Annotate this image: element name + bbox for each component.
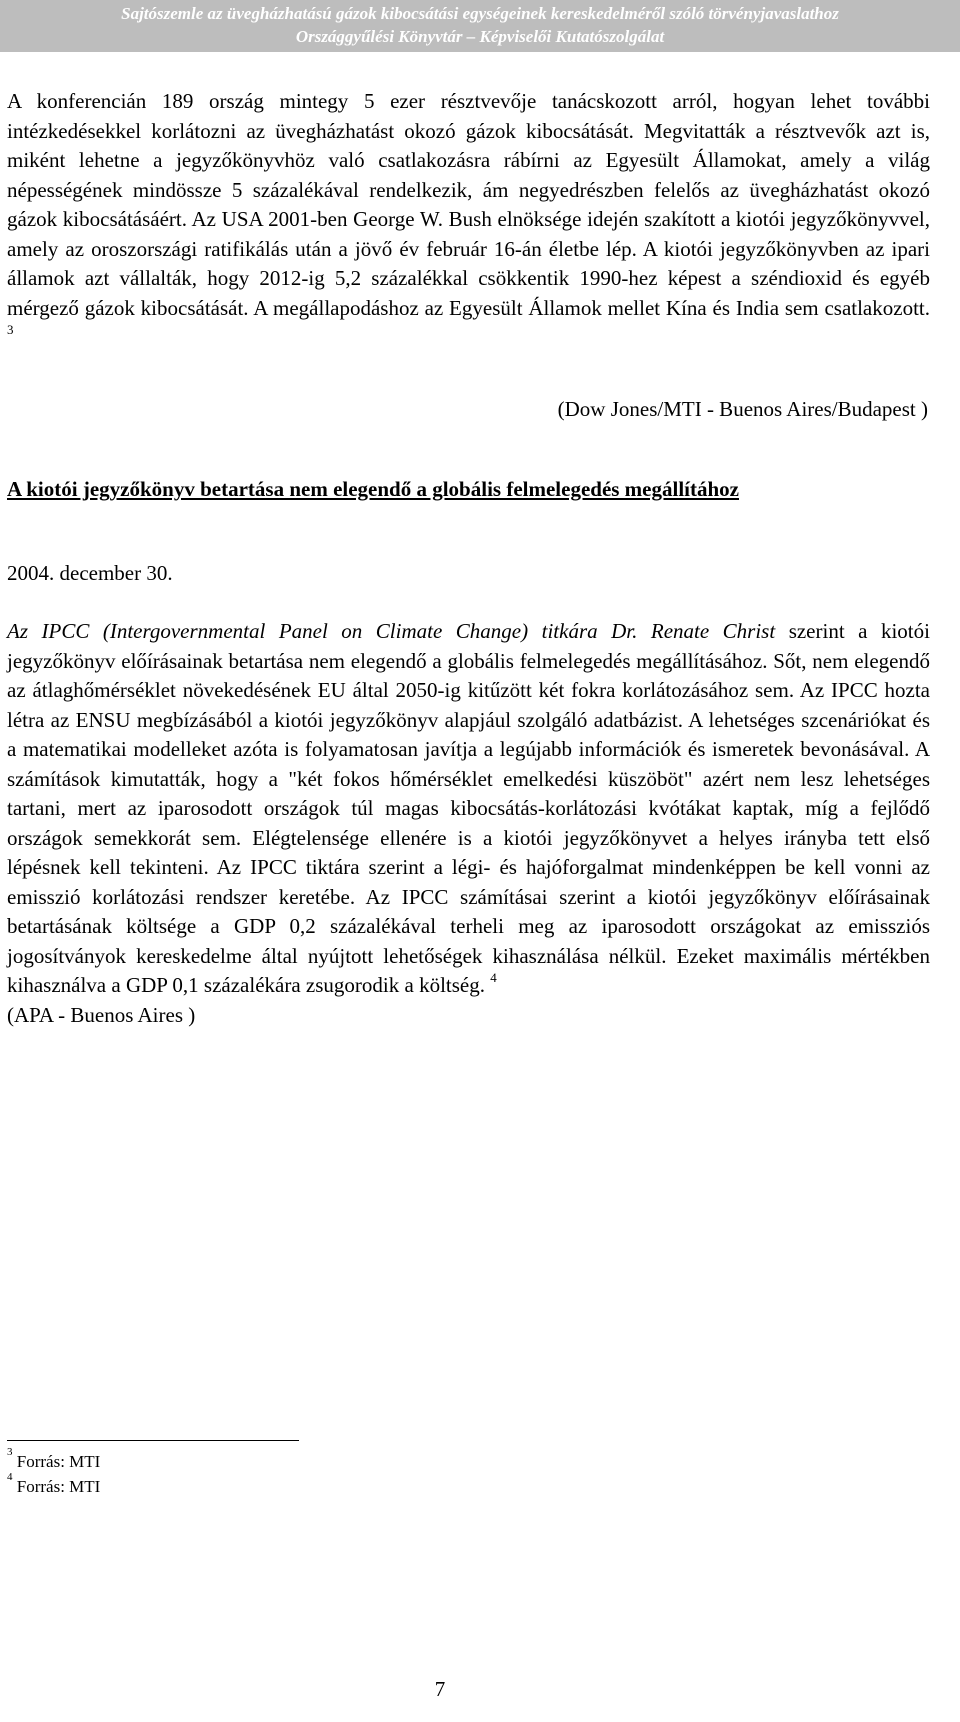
footnote-4-text: Forrás: MTI [16, 1477, 101, 1496]
footnote-separator [7, 1440, 299, 1441]
header-subtitle: Országgyűlési Könyvtár – Képviselői Kutatószolgálat [295, 27, 665, 46]
footnote-ref-3: 3 [7, 322, 14, 337]
article-2-source: (APA - Buenos Aires ) [7, 1002, 196, 1027]
footnote-ref-4: 4 [490, 970, 497, 985]
article-1-text: A konferencián 189 ország mintegy 5 ezer résztvevője tanácskozott arról, hogyan lehet további intézkedésekkel korlátozni az üvegházhatást okozó gázok kibocsátását. Megvitatták a résztvevők azt is, miként lehetne a jegyzőkönyvhöz való csatlakozásra rábírni az Egyesült Államokat, amely a világ népességének mindössze 5 százalékával rendelkezik, ám negyedrészben felelős az üvegházhatást okozó gázok kibocsátásáért. Az USA 2001-ben George W. Bush elnöksége idején szakított a kiotói jegyzőkönyvvel, amely az oroszországi ratifikálás után a jövő év február 16-án életbe lép. A kiotói jegyzőkönyvben az ipari államok azt vállalták, hogy 2012-ig 5,2 százalékkal csökkentik 1990-hez képest a széndioxid és egyéb mérgező gázok kibocsátását. A megállapodáshoz az Egyesült Államok mellet Kína és India sem csatlakozott. [7, 89, 930, 320]
page-header [0, 0, 960, 52]
footnote-3-text: Forrás: MTI [16, 1452, 101, 1471]
article-2-text: szerint a kiotói jegyzőkönyv előírásainak betartása nem elegendő a globális felmelegedés megállításához. Sőt, nem elegendő az átlaghőmérséklet növekedésének EU által 2050-ig kitűzött két fokra korlátozásához sem. Az IPCC hozta létra az ENSU megbízásából a kiotói jegyzőkönyv alapjául szolgáló adatbázist. A lehetséges szcenáriókat és a matematikai modelleket azóta is folyamatosan javítja a legújabb információk és ismeretek bevonásával. A számítások kimutatták, hogy a "két fokos hőmérséklet emelkedési küszöböt" azért nem lesz lehetséges tartani, mert az iparosodott országok túl magas kibocsátás-korlátozási kvótákat kaptak, míg a fejlődő országok semekkorát sem. Elégtelensége ellenére is a kiotói jegyzőkönyvet a helyes irányba tett első lépésnek kell tekinteni. Az IPCC tiktára szerint a légi- és hajóforgalmat mindenképpen be kell vonni az emisszió korlátozási rendszer keretébe. Az IPCC számításai szerint a kiotói jegyzőkönyv előírásainak betartásának költsége a GDP 0,2 százalékával terheli meg az iparosodott országokat az emissziós jogosítványok kereskedelme által nyújtott lehetőségek kihasználása nélkül. Ezeket maximális mértékben kihasználva a GDP 0,1 százalékára zsugorodik a költség. [7, 619, 930, 997]
article-2-intro: Az IPCC (Intergovernmental Panel on Climate Change) titkára Dr. Renate Christ [7, 619, 776, 643]
header-title: Sajtószemle az üvegházhatású gázok kibocsátási egységeinek kereskedelméről szóló törvényjavaslathoz [121, 4, 839, 23]
footnote-4 [7, 1471, 101, 1497]
article-2-date: 2004. december 30. [7, 561, 173, 585]
article-1-paragraph [7, 87, 930, 353]
footnote-3 [7, 1446, 101, 1472]
page-number: 7 [434, 1677, 446, 1701]
footnote-3-number: 3 [7, 1446, 13, 1459]
article-1-source: (Dow Jones/MTI - Buenos Aires/Budapest ) [557, 397, 928, 421]
footnote-4-number: 4 [7, 1471, 13, 1484]
article-2-heading: A kiotói jegyzőkönyv betartása nem elegendő a globális felmelegedés megállítához [7, 477, 739, 501]
article-2-paragraph [7, 617, 930, 1030]
